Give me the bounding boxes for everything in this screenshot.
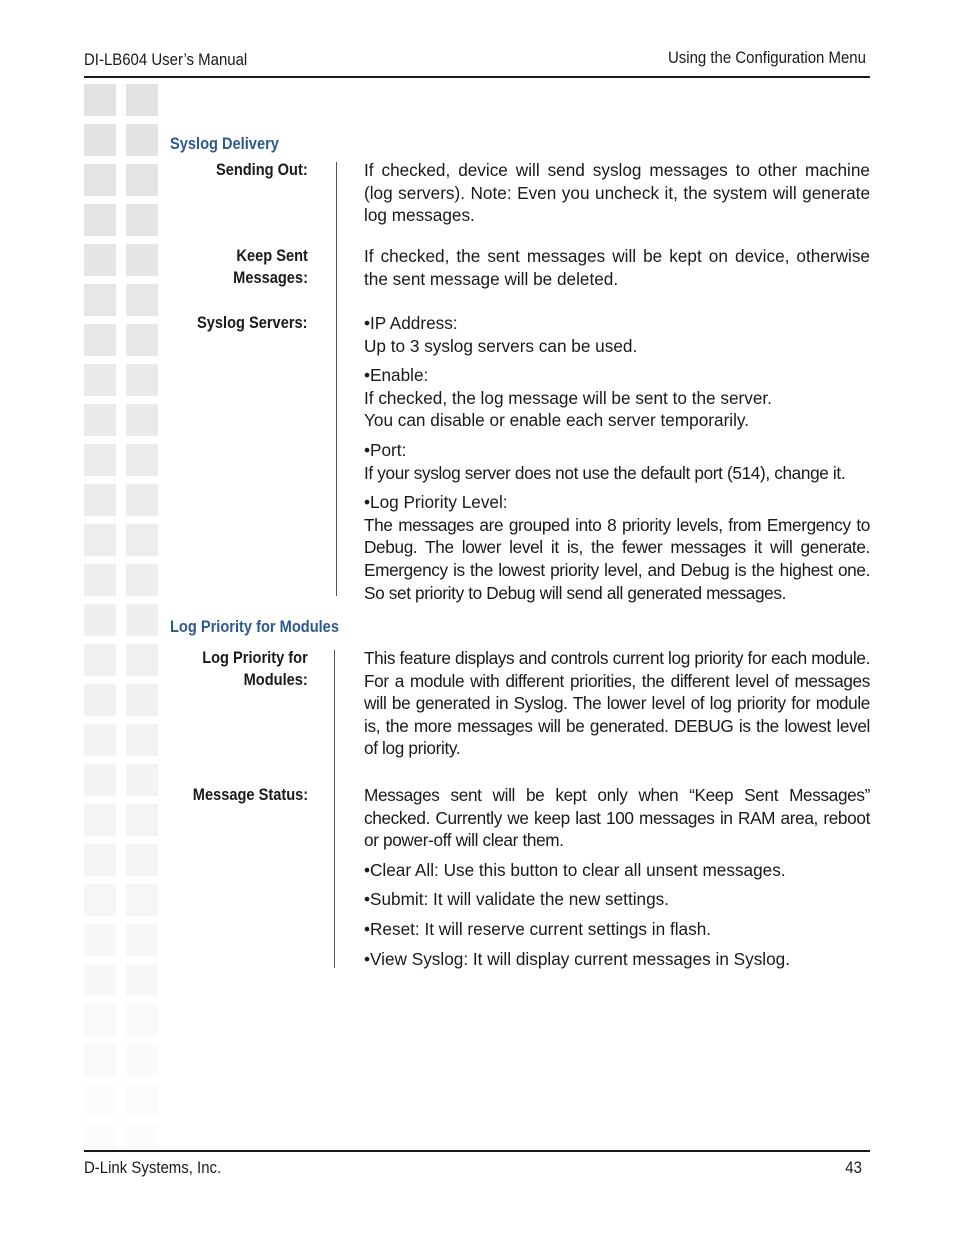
- company-name: D-Link Systems, Inc.: [84, 1158, 222, 1177]
- decorative-square: [126, 324, 158, 356]
- decorative-square: [84, 1044, 116, 1076]
- term-log-priority-for-modules: Log Priority for Modules:: [202, 648, 308, 689]
- decorative-square: [84, 1004, 116, 1036]
- decorative-square: [84, 684, 116, 716]
- decorative-square: [126, 964, 158, 996]
- decorative-square: [126, 1044, 158, 1076]
- decorative-square: [84, 924, 116, 956]
- decorative-square: [126, 684, 158, 716]
- decorative-square: [126, 764, 158, 796]
- decorative-square: [84, 84, 116, 116]
- term-sending-out: Sending Out:: [216, 160, 308, 179]
- term-keep-sent-messages: Keep Sent Messages:: [233, 246, 308, 287]
- decorative-square: [84, 444, 116, 476]
- decorative-square: [126, 244, 158, 276]
- decorative-square: [84, 804, 116, 836]
- desc-log-priority-for-modules: This feature displays and controls current log priority for each module. For a module with different priorities, the different level of messages will be generated in Syslog. The lower level of log priority for module is, the more messages will be generated. DEBUG is the lowest level of log priority.: [364, 648, 870, 759]
- page-header: [84, 46, 870, 78]
- decorative-square: [126, 564, 158, 596]
- decorative-square: [84, 204, 116, 236]
- desc-sending-out: If checked, device will send syslog messages to other machine (log servers). Note: Even you uncheck it, the system will generate log messages.: [364, 160, 870, 226]
- chapter-title: Using the Configuration Menu: [668, 48, 866, 67]
- decorative-square: [84, 564, 116, 596]
- decorative-square: [126, 644, 158, 676]
- desc-message-status: Messages sent will be kept only when “Keep Sent Messages” checked. Currently we keep last 100 messages in RAM area, reboot or power-off will clear them. •Clear All: Use this button to clear all unsent messages. •Submit: It will validate the new settings. •Reset: It will reserve current settings in flash. •View Syslog: It will display current messages in Syslog.: [364, 785, 870, 969]
- decorative-square: [84, 644, 116, 676]
- decorative-square: [84, 604, 116, 636]
- decorative-square: [126, 124, 158, 156]
- decorative-square: [84, 844, 116, 876]
- decorative-square: [84, 404, 116, 436]
- page-footer: [84, 1150, 870, 1182]
- decorative-square: [84, 1084, 116, 1116]
- decorative-square: [126, 1004, 158, 1036]
- decorative-square: [84, 484, 116, 516]
- decorative-square: [84, 124, 116, 156]
- section-title-log-priority-modules: Log Priority for Modules: [170, 617, 339, 636]
- decorative-square: [126, 364, 158, 396]
- decorative-square: [84, 964, 116, 996]
- decorative-square: [84, 524, 116, 556]
- desc-syslog-servers: •IP Address: Up to 3 syslog servers can be used. •Enable: If checked, the log message will be sent to the server. You can disable or enable each server temporarily. •Port: If your syslog server does not use the default port (514), change it. •Log Priority Level: The messages are grouped into 8 priority levels, from Emergency to Debug. The lower level it is, the fewer messages it will generate. Emergency is the lowest priority level, and Debug is the highest one. So set priority to Debug will send all generated messages.: [364, 313, 870, 603]
- decorative-square: [84, 164, 116, 196]
- decorative-square: [126, 1084, 158, 1116]
- desc-keep-sent-messages: If checked, the sent messages will be kept on device, otherwise the sent message will be deleted.: [364, 246, 870, 289]
- divider-line-log-priority: [334, 650, 335, 968]
- decorative-square-column: [84, 84, 160, 1150]
- decorative-square: [126, 164, 158, 196]
- decorative-square: [84, 764, 116, 796]
- decorative-square: [126, 924, 158, 956]
- decorative-square: [84, 284, 116, 316]
- decorative-square: [126, 284, 158, 316]
- decorative-square: [126, 844, 158, 876]
- decorative-square: [126, 804, 158, 836]
- decorative-square: [126, 444, 158, 476]
- term-message-status: Message Status:: [192, 785, 308, 804]
- decorative-square: [84, 364, 116, 396]
- decorative-square: [84, 244, 116, 276]
- decorative-square: [126, 524, 158, 556]
- section-title-syslog-delivery: Syslog Delivery: [170, 134, 279, 153]
- decorative-square: [126, 484, 158, 516]
- decorative-square: [84, 724, 116, 756]
- decorative-square: [126, 84, 158, 116]
- decorative-square: [126, 884, 158, 916]
- decorative-square: [126, 604, 158, 636]
- decorative-square: [84, 884, 116, 916]
- decorative-square: [84, 324, 116, 356]
- decorative-square: [126, 404, 158, 436]
- decorative-square: [126, 204, 158, 236]
- divider-line-syslog-delivery: [336, 162, 337, 596]
- decorative-square: [126, 724, 158, 756]
- term-syslog-servers: Syslog Servers:: [197, 313, 308, 332]
- page-number: 43: [845, 1158, 862, 1177]
- manual-title: DI-LB604 User’s Manual: [84, 50, 248, 69]
